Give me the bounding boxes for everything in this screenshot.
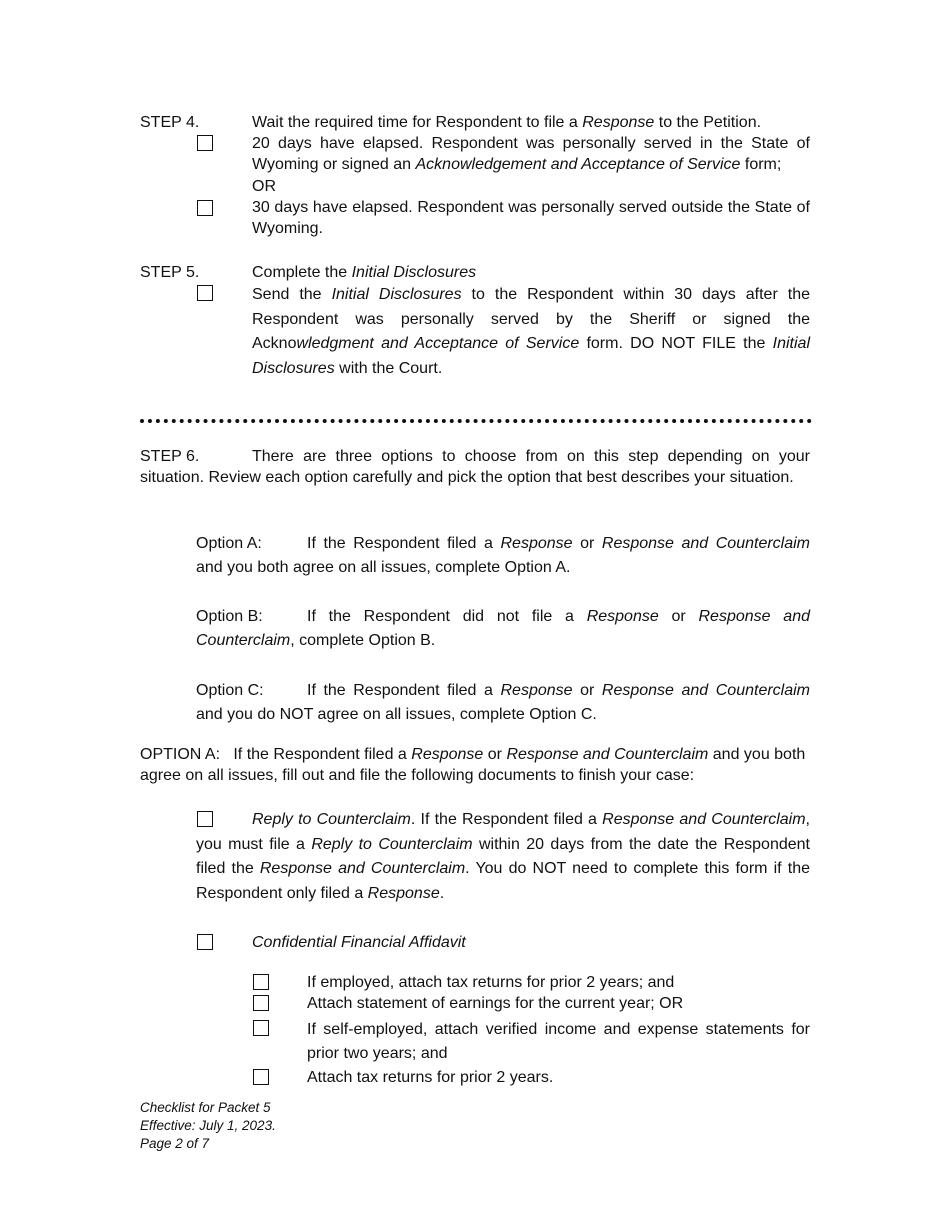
option-a-section-label: OPTION A:	[140, 746, 221, 763]
step4-label: STEP 4.	[140, 114, 200, 131]
step5-checkbox[interactable]	[197, 285, 213, 301]
option-a-section-intro: OPTION A: If the Respondent filed a Response or Response and Counterclaim and you both agree on all issues, fill out and file the following documents to finish your case:	[140, 746, 806, 784]
affidavit-item-checkbox[interactable]	[253, 1069, 269, 1085]
step6-intro: STEP 6. There are three options to choose from on this step depending on your situation. Review each option carefully and pick the option that best describes your situation.	[140, 448, 810, 486]
step6-label: STEP 6.	[140, 448, 200, 465]
affidavit-item-text: If employed, attach tax returns for prior 2 years; and	[307, 974, 675, 991]
step4-option1-text: 20 days have elapsed. Respondent was personally served in the State of Wyoming or signed an Acknowledgement and Acceptance of Service form;	[252, 135, 810, 173]
affidavit-item-checkbox[interactable]	[253, 1020, 269, 1036]
option-a-label: Option A:	[196, 535, 262, 552]
step4-or: OR	[252, 178, 276, 195]
step4-option2-checkbox[interactable]	[197, 200, 213, 216]
option-a-summary: Option A: If the Respondent filed a Response or Response and Counterclaim and you both agree on all issues, complete Option A.	[196, 532, 810, 580]
option-c-label: Option C:	[196, 682, 264, 699]
dotted-separator	[140, 419, 812, 423]
footer-page-number: Page 2 of 7	[140, 1136, 210, 1151]
option-b-label: Option B:	[196, 608, 263, 625]
financial-affidavit-checkbox[interactable]	[197, 934, 213, 950]
footer-effective-date: Effective: July 1, 2023.	[140, 1118, 276, 1133]
affidavit-item-text: If self-employed, attach verified income and expense statements for prior two years; and	[307, 1021, 810, 1062]
step5-title: Complete the Initial Disclosures	[252, 264, 477, 281]
step5-body: Send the Initial Disclosures to the Respondent within 30 days after the Respondent was personally served by the Sheriff or signed the Acknowledgment and Acceptance of Service form. DO NOT FILE the Initial Disclosures with the Court.	[252, 286, 811, 377]
affidavit-item-checkbox[interactable]	[253, 974, 269, 990]
page-footer	[140, 1099, 276, 1153]
step4-option1-checkbox[interactable]	[197, 135, 213, 151]
affidavit-item-checkbox[interactable]	[253, 995, 269, 1011]
footer-packet: Checklist for Packet 5	[140, 1100, 271, 1115]
option-c-summary: Option C: If the Respondent filed a Response or Response and Counterclaim and you do NOT agree on all issues, complete Option C.	[196, 679, 810, 727]
reply-counterclaim-title: Reply to Counterclaim	[252, 811, 411, 828]
step4-intro: Wait the required time for Respondent to file a Response to the Petition.	[252, 114, 762, 131]
affidavit-item-text: Attach tax returns for prior 2 years.	[307, 1069, 554, 1086]
affidavit-item-text: Attach statement of earnings for the current year; OR	[307, 995, 684, 1012]
step4-option2-text: 30 days have elapsed. Respondent was personally served outside the State of Wyoming.	[252, 199, 810, 237]
option-b-summary: Option B: If the Respondent did not file a Response or Response and Counterclaim, complete Option B.	[196, 605, 810, 653]
step5-label: STEP 5.	[140, 264, 200, 281]
financial-affidavit-title: Confidential Financial Affidavit	[252, 934, 466, 951]
reply-counterclaim-text: Reply to Counterclaim. If the Respondent filed a Response and Counterclaim, you must file a Reply to Counterclaim within 20 days from the date the Respondent filed the Response and Counterclaim. You do NOT need to complete this form if the Respondent only filed a Response.	[196, 811, 810, 902]
